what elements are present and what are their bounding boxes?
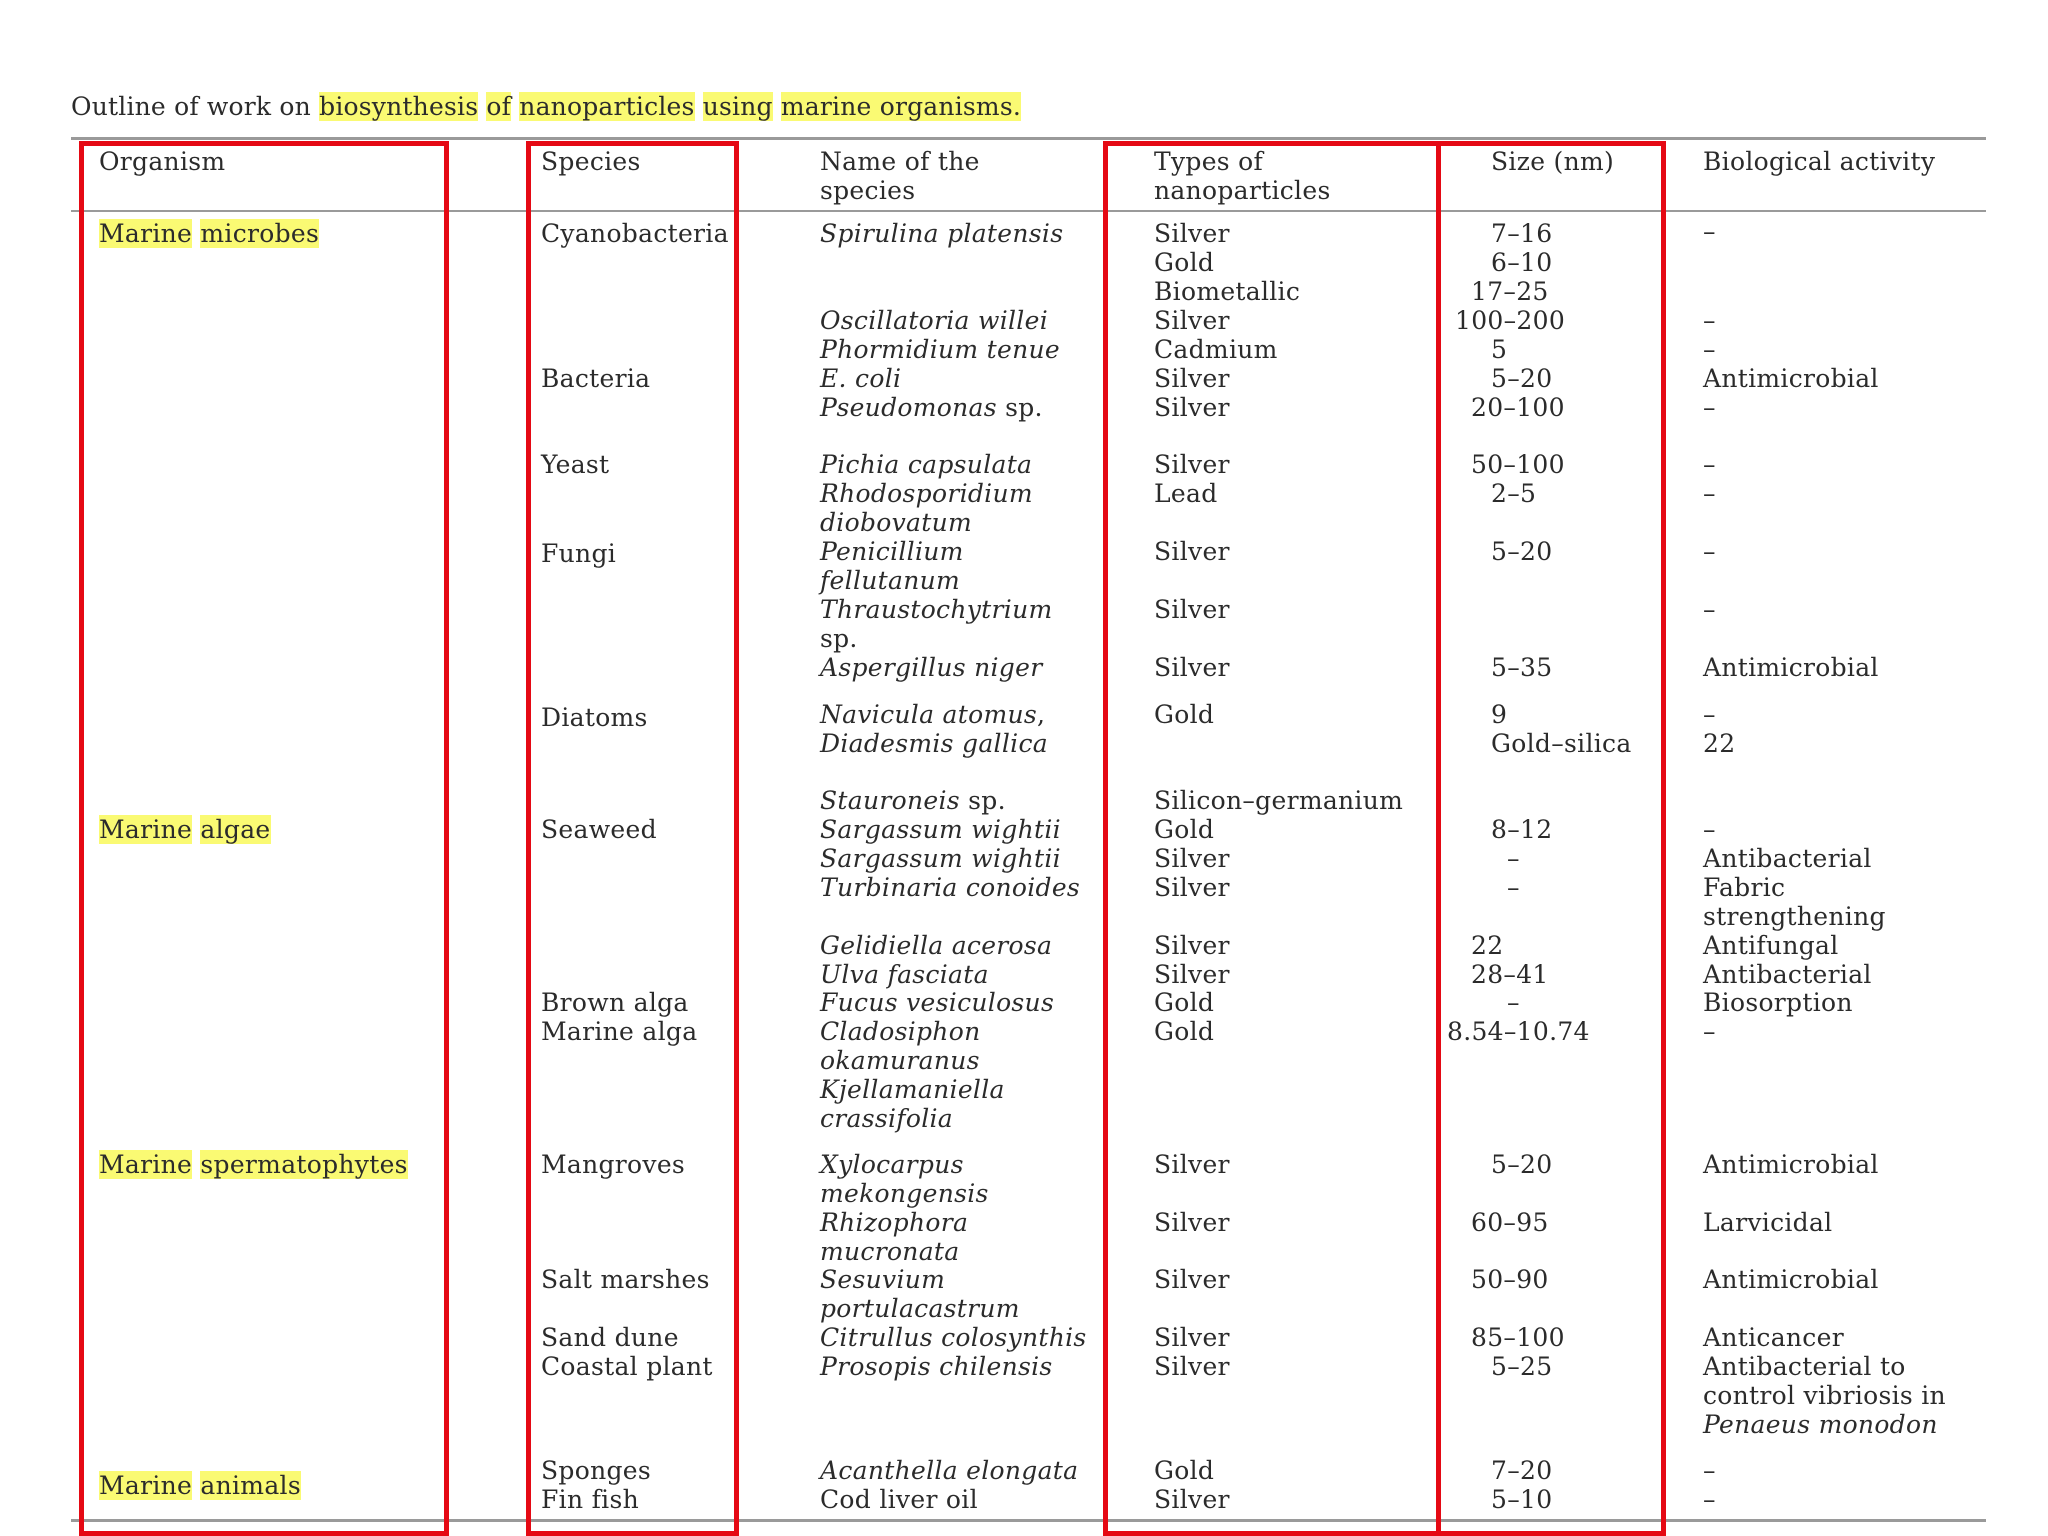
species-cell: Cyanobacteria xyxy=(541,219,729,248)
size-cell: Gold–silica xyxy=(1491,729,1632,758)
species-name-cell xyxy=(820,786,1006,815)
biological-activity-cell: – xyxy=(1703,1485,1716,1514)
nanoparticle-type-cell: Silver xyxy=(1154,219,1230,248)
species-name-italic: mekongensis xyxy=(820,1179,989,1208)
biological-activity-cell: – xyxy=(1703,479,1716,508)
nanoparticle-type-cell: Silver xyxy=(1154,1208,1230,1237)
caption-highlight: using xyxy=(702,92,773,121)
nanoparticle-type-cell: Silver xyxy=(1154,595,1230,624)
biological-activity-cell: Penaeus monodon xyxy=(1703,1410,1938,1439)
biological-activity-cell: Antibacterial to xyxy=(1703,1352,1906,1381)
nanoparticle-type-cell: Silver xyxy=(1154,364,1230,393)
nanoparticle-type-cell: Silver xyxy=(1154,1323,1230,1352)
size-cell: 22 xyxy=(1471,931,1504,960)
species-cell: Diatoms xyxy=(541,703,648,732)
size-cell: 50–100 xyxy=(1471,450,1565,479)
biological-activity-cell: – xyxy=(1703,595,1716,624)
species-cell: Marine alga xyxy=(541,1017,698,1046)
biological-activity-cell: Antimicrobial xyxy=(1703,364,1879,393)
organism-highlight: Marine xyxy=(99,1471,193,1500)
size-cell: 17–25 xyxy=(1471,277,1549,306)
species-name-cell xyxy=(820,393,1043,422)
nanoparticle-type-cell: Gold xyxy=(1154,248,1215,277)
organism-highlight: Marine xyxy=(99,219,193,248)
species-name-italic: Fucus vesiculosus xyxy=(820,988,1055,1017)
species-name-italic: E. coli xyxy=(820,364,902,393)
species-name-cell xyxy=(820,1485,978,1514)
nanoparticle-type-cell: Silicon–germanium xyxy=(1154,786,1404,815)
species-name-italic: Xylocarpus xyxy=(820,1150,964,1179)
species-name-cell xyxy=(820,1352,1053,1381)
size-cell: – xyxy=(1507,873,1520,902)
species-name-cell xyxy=(820,624,858,653)
organism-highlight: Marine xyxy=(99,815,193,844)
size-cell: 60–95 xyxy=(1471,1208,1549,1237)
biological-activity-cell: – xyxy=(1703,1456,1716,1485)
species-name-cell xyxy=(820,566,960,595)
size-cell: 8.54–10.74 xyxy=(1447,1017,1590,1046)
species-name-italic: crassifolia xyxy=(820,1104,954,1133)
biological-activity-cell: Antibacterial xyxy=(1703,844,1872,873)
nanoparticle-type-cell: Silver xyxy=(1154,450,1230,479)
species-cell: Fungi xyxy=(541,539,617,568)
species-name-cell xyxy=(820,1150,964,1179)
size-cell: 5–35 xyxy=(1491,653,1553,682)
header-types-of-nanoparticles: nanoparticles xyxy=(1154,176,1331,205)
size-cell: 9 xyxy=(1491,700,1508,729)
biological-activity-cell: – xyxy=(1703,700,1716,729)
species-name-cell xyxy=(820,335,1060,364)
size-cell: 7–16 xyxy=(1491,219,1553,248)
nanoparticle-type-cell: Silver xyxy=(1154,1150,1230,1179)
species-name-italic: Kjellamaniella xyxy=(820,1075,1005,1104)
species-name-cell xyxy=(820,1017,980,1046)
species-name-cell xyxy=(820,960,989,989)
nanoparticle-type-cell: Silver xyxy=(1154,1352,1230,1381)
species-name-italic: Navicula atomus xyxy=(820,700,1037,729)
species-name-cell xyxy=(820,1265,945,1294)
header-size: Size (nm) xyxy=(1491,147,1615,176)
species-name-cell xyxy=(820,450,1032,479)
species-name-italic: Spirulina platensis xyxy=(820,219,1064,248)
nanoparticle-type-cell: Silver xyxy=(1154,537,1230,566)
caption-highlight: nanoparticles xyxy=(519,92,695,121)
biological-activity-cell: Larvicidal xyxy=(1703,1208,1833,1237)
nanoparticle-type-cell: Silver xyxy=(1154,393,1230,422)
biological-activity-cell: – xyxy=(1703,393,1716,422)
species-name-italic: Oscillatoria willei xyxy=(820,306,1048,335)
species-name-cell xyxy=(820,700,1045,729)
species-name-italic: Ulva fasciata xyxy=(820,960,989,989)
species-name-plain: Cod liver oil xyxy=(820,1485,978,1514)
species-name-plain: sp. xyxy=(996,393,1043,422)
species-name-cell xyxy=(820,844,1061,873)
species-name-italic: Diadesmis gallica xyxy=(820,729,1048,758)
species-name-cell xyxy=(820,1323,1087,1352)
species-name-cell xyxy=(820,653,1042,682)
size-cell: 5–20 xyxy=(1491,537,1553,566)
nanoparticle-type-cell: Gold xyxy=(1154,1017,1215,1046)
biological-activity-cell: – xyxy=(1703,335,1716,364)
caption-highlight: biosynthesis xyxy=(319,92,479,121)
organism-highlight: Marine xyxy=(99,1150,193,1179)
species-name-italic: Cladosiphon xyxy=(820,1017,981,1046)
header-species: Species xyxy=(541,147,641,176)
organism-highlight: spermatophytes xyxy=(200,1150,408,1179)
biological-activity-cell: Anticancer xyxy=(1703,1323,1844,1352)
nanoparticle-type-cell: Silver xyxy=(1154,873,1230,902)
nanoparticle-type-cell: Silver xyxy=(1154,960,1230,989)
species-name-cell xyxy=(820,508,972,537)
species-name-italic: Pseudomonas xyxy=(820,393,997,422)
nanoparticle-type-cell: Biometallic xyxy=(1154,277,1301,306)
species-name-plain: sp. xyxy=(820,624,858,653)
species-name-cell xyxy=(820,1237,959,1266)
species-name-cell xyxy=(820,1075,1005,1104)
species-name-cell xyxy=(820,1179,989,1208)
biological-activity-cell: Antimicrobial xyxy=(1703,1265,1879,1294)
species-name-italic: Aspergillus niger xyxy=(820,653,1043,682)
size-cell: 5–10 xyxy=(1491,1485,1553,1514)
species-cell: Coastal plant xyxy=(541,1352,713,1381)
size-cell: 100–200 xyxy=(1455,306,1566,335)
biological-activity-cell: Antifungal xyxy=(1703,931,1839,960)
nanoparticle-type-cell: Silver xyxy=(1154,1265,1230,1294)
species-name-italic: Citrullus colosynthis xyxy=(820,1323,1087,1352)
species-cell: Fin fish xyxy=(541,1485,639,1514)
biological-activity-cell: control vibriosis in xyxy=(1703,1381,1946,1410)
species-name-cell xyxy=(820,219,1063,248)
species-name-italic: diobovatum xyxy=(820,508,972,537)
size-cell: 8–12 xyxy=(1491,815,1553,844)
organism-highlight: algae xyxy=(200,815,271,844)
nanoparticle-type-cell: Gold xyxy=(1154,815,1215,844)
nanoparticle-type-cell: Cadmium xyxy=(1154,335,1278,364)
size-cell: 28–41 xyxy=(1471,960,1549,989)
nanoparticle-type-cell: Silver xyxy=(1154,844,1230,873)
species-name-italic: Pichia capsulata xyxy=(820,450,1033,479)
species-name-cell xyxy=(820,1104,953,1133)
header-types-of-nanoparticles: Types of xyxy=(1154,147,1264,176)
species-name-italic: Sesuvium xyxy=(820,1265,946,1294)
size-cell: 20–100 xyxy=(1471,393,1565,422)
species-name-plain: sp. xyxy=(959,786,1006,815)
nanoparticle-type-cell: Silver xyxy=(1154,931,1230,960)
species-name-cell xyxy=(820,364,901,393)
red-annotation-box-organism xyxy=(79,141,449,1536)
biological-activity-cell: 22 xyxy=(1703,729,1736,758)
species-cell: Sand dune xyxy=(541,1323,679,1352)
size-cell: – xyxy=(1507,844,1520,873)
species-name-italic: okamuranus xyxy=(820,1046,980,1075)
header-biological-activity: Biological activity xyxy=(1703,147,1936,176)
species-name-cell xyxy=(820,479,1033,508)
size-cell: 2–5 xyxy=(1491,479,1537,508)
header-name-of-species: species xyxy=(820,176,916,205)
nanoparticle-type-cell: Gold xyxy=(1154,700,1215,729)
table-top-rule xyxy=(71,137,1986,140)
organism-highlight: animals xyxy=(200,1471,301,1500)
species-name-cell xyxy=(820,815,1061,844)
species-name-cell xyxy=(820,306,1048,335)
species-cell: Salt marshes xyxy=(541,1265,710,1294)
caption-highlight: of xyxy=(486,92,512,121)
biological-activity-cell: Fabric xyxy=(1703,873,1786,902)
species-name-cell xyxy=(820,1046,980,1075)
species-name-italic: portulacastrum xyxy=(820,1294,1020,1323)
species-cell: Mangroves xyxy=(541,1150,686,1179)
header-organism: Organism xyxy=(99,147,226,176)
species-name-cell xyxy=(820,1294,1020,1323)
species-name-italic: Gelidiella acerosa xyxy=(820,931,1053,960)
nanoparticle-type-cell: Silver xyxy=(1154,306,1230,335)
species-name-cell xyxy=(820,873,1080,902)
species-name-italic: Turbinaria conoides xyxy=(820,873,1081,902)
species-name-italic: fellutanum xyxy=(820,566,960,595)
red-annotation-box-size xyxy=(1436,141,1666,1536)
biological-activity-cell: Biosorption xyxy=(1703,988,1853,1017)
biological-activity-cell: – xyxy=(1703,1017,1716,1046)
table-caption xyxy=(71,92,1021,121)
species-name-italic: mucronata xyxy=(820,1237,960,1266)
biological-activity-cell: – xyxy=(1703,217,1716,246)
caption-text: Outline of work on xyxy=(71,92,320,121)
nanoparticle-type-cell: Gold xyxy=(1154,1456,1215,1485)
species-name-italic: Stauroneis xyxy=(820,786,960,815)
biological-activity-cell: – xyxy=(1703,450,1716,479)
species-cell: Brown alga xyxy=(541,988,689,1017)
species-name-italic: Sargassum wightii xyxy=(820,815,1061,844)
species-cell: Bacteria xyxy=(541,364,651,393)
species-name-italic: Penicillium xyxy=(820,537,964,566)
size-cell: 5–20 xyxy=(1491,364,1553,393)
species-name-italic: Prosopis chilensis xyxy=(820,1352,1053,1381)
caption-highlight: marine organisms. xyxy=(780,92,1022,121)
species-name-italic: Phormidium tenue xyxy=(820,335,1061,364)
size-cell: 6–10 xyxy=(1491,248,1553,277)
species-name-cell xyxy=(820,1208,968,1237)
size-cell: 5 xyxy=(1491,335,1508,364)
header-name-of-species: Name of the xyxy=(820,147,980,176)
species-name-italic: Rhodosporidium xyxy=(820,479,1033,508)
nanoparticle-type-cell: Lead xyxy=(1154,479,1218,508)
size-cell: – xyxy=(1507,988,1520,1017)
species-name-cell xyxy=(820,595,1053,624)
size-cell: 5–20 xyxy=(1491,1150,1553,1179)
red-annotation-box-species xyxy=(526,141,739,1536)
species-name-italic: Sargassum wightii xyxy=(820,844,1061,873)
species-name-cell xyxy=(820,931,1052,960)
biological-activity-cell: Antimicrobial xyxy=(1703,653,1879,682)
species-name-cell xyxy=(820,537,964,566)
species-name-italic: Thraustochytrium xyxy=(820,595,1053,624)
size-cell: 50–90 xyxy=(1471,1265,1549,1294)
red-annotation-box-types xyxy=(1103,141,1441,1536)
species-cell: Sponges xyxy=(541,1456,652,1485)
species-name-italic: Acanthella elongata xyxy=(820,1456,1079,1485)
organism-highlight: microbes xyxy=(200,219,320,248)
size-cell: 7–20 xyxy=(1491,1456,1553,1485)
size-cell: 85–100 xyxy=(1471,1323,1565,1352)
nanoparticle-type-cell: Gold xyxy=(1154,988,1215,1017)
biological-activity-cell: Antimicrobial xyxy=(1703,1150,1879,1179)
size-cell: 5–25 xyxy=(1491,1352,1553,1381)
species-name-cell xyxy=(820,1456,1078,1485)
nanoparticle-type-cell: Silver xyxy=(1154,1485,1230,1514)
biological-activity-cell: strengthening xyxy=(1703,902,1886,931)
species-name-italic: Rhizophora xyxy=(820,1208,969,1237)
species-name-cell xyxy=(820,988,1054,1017)
biological-activity-cell: – xyxy=(1703,537,1716,566)
biological-activity-cell: – xyxy=(1703,306,1716,335)
nanoparticle-type-cell: Silver xyxy=(1154,653,1230,682)
species-name-plain: , xyxy=(1037,700,1046,729)
species-name-cell xyxy=(820,729,1048,758)
biological-activity-cell: – xyxy=(1703,815,1716,844)
species-cell: Yeast xyxy=(541,450,610,479)
species-cell: Seaweed xyxy=(541,815,657,844)
biological-activity-cell: Antibacterial xyxy=(1703,960,1872,989)
